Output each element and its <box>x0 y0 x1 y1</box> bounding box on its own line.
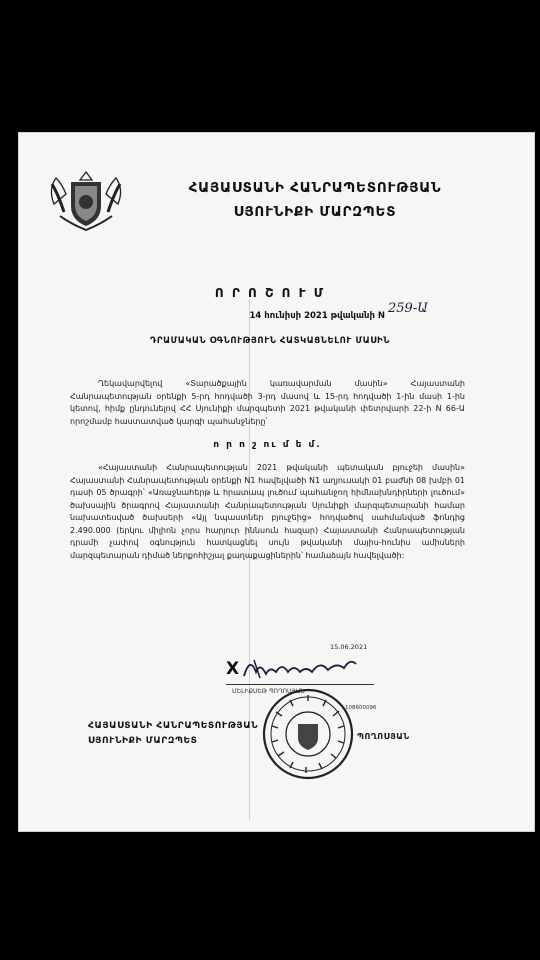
footer-office: ՍՅՈՒՆԻՔԻ ՄԱՐԶՊԵՏ <box>88 736 198 746</box>
handwritten-signature <box>240 652 360 682</box>
decision-heading: ո ր ո շ ու մ ե մ. <box>213 440 322 450</box>
footer-signer-surname: ՊՈՂՈՍՅԱՆ <box>357 732 410 741</box>
signature-date: 15.06.2021 <box>330 643 368 651</box>
header-country: ՀԱՅԱՍՏԱՆԻ ՀԱՆՐԱՊԵՏՈՒԹՅԱՆ <box>188 180 442 196</box>
preamble-paragraph: Ղեկավարվելով «Տարածքային կառավարման մասին» Հայաստանի Հանրապետության օրենքի 5-րդ հոդվածի 3-րդ մասով և 15-րդ հոդվածի 1-ին մասի 1-ին կետով, հիմք ընդունելով ՀՀ Սյունիքի մարզպետի 2021 թվականի փետրվարի 22-ի N 66-Ա որոշմամբ հաստատված կարգի պահանջները՝ <box>70 379 465 426</box>
order-title: Ո Ր Ո Շ Ո Ւ Մ <box>214 286 326 300</box>
signature-mark: X <box>226 659 240 679</box>
decision-paragraph: «Հայաստանի Հանրապետության 2021 թվականի պետական բյուջեի մասին» Հայաստանի Հանրապետության օրենքի N1 հավելվածի N1 աղյուսակի 01 բաժնի 08 խմբի 01 դասի 05 ծրագրի՝ «Առաջնահերթ և հրատապ լուծում պահանջող հիմնախնդիրների լուծում» ծախսային ծրագրով Հայաստանի Հանրապետության Սյունիքի մարզպետարանի համար նախատեսված ծախսերի «Այլ նպաստներ բյուջեից» հոդվածով սահմանված ֆոնդից 2.490.000 (երկու միլիոն չորս հարյուր իննսուն հազար) Հայաստանի Հանրապետության դրամի չափով օգնություն հատկացնել սույն թվականի մայիս-հունիս ամիսների մարզպետարան դիմած ներքոհիշյալ քաղաքացիներին՝ համաձայն հավելվածի: <box>70 463 465 560</box>
order-number: 259-Ա <box>388 301 428 316</box>
signature-line <box>226 684 374 685</box>
signer-label: ՄԵԼԻՔՍԵԹ ՊՈՂՈՍՅԱՆ <box>232 688 305 695</box>
official-seal <box>262 688 354 780</box>
certificate-id: 108600096 <box>345 705 377 711</box>
footer-country: ՀԱՅԱՍՏԱՆԻ ՀԱՆՐԱՊԵՏՈՒԹՅԱՆ <box>88 721 259 731</box>
header-office: ՍՅՈՒՆԻՔԻ ՄԱՐԶՊԵՏ <box>233 204 397 220</box>
order-date: 14 հունիսի 2021 թվականի N <box>249 311 385 321</box>
top-black-bar <box>0 0 540 130</box>
bottom-black-bar <box>0 834 540 960</box>
order-subject: ԴՐԱՄԱԿԱՆ ՕԳՆՈՒԹՅՈՒՆ ՀԱՏԿԱՑՆԵԼՈՒ ՄԱՍԻՆ <box>150 336 390 346</box>
coat-of-arms-icon <box>46 164 126 236</box>
